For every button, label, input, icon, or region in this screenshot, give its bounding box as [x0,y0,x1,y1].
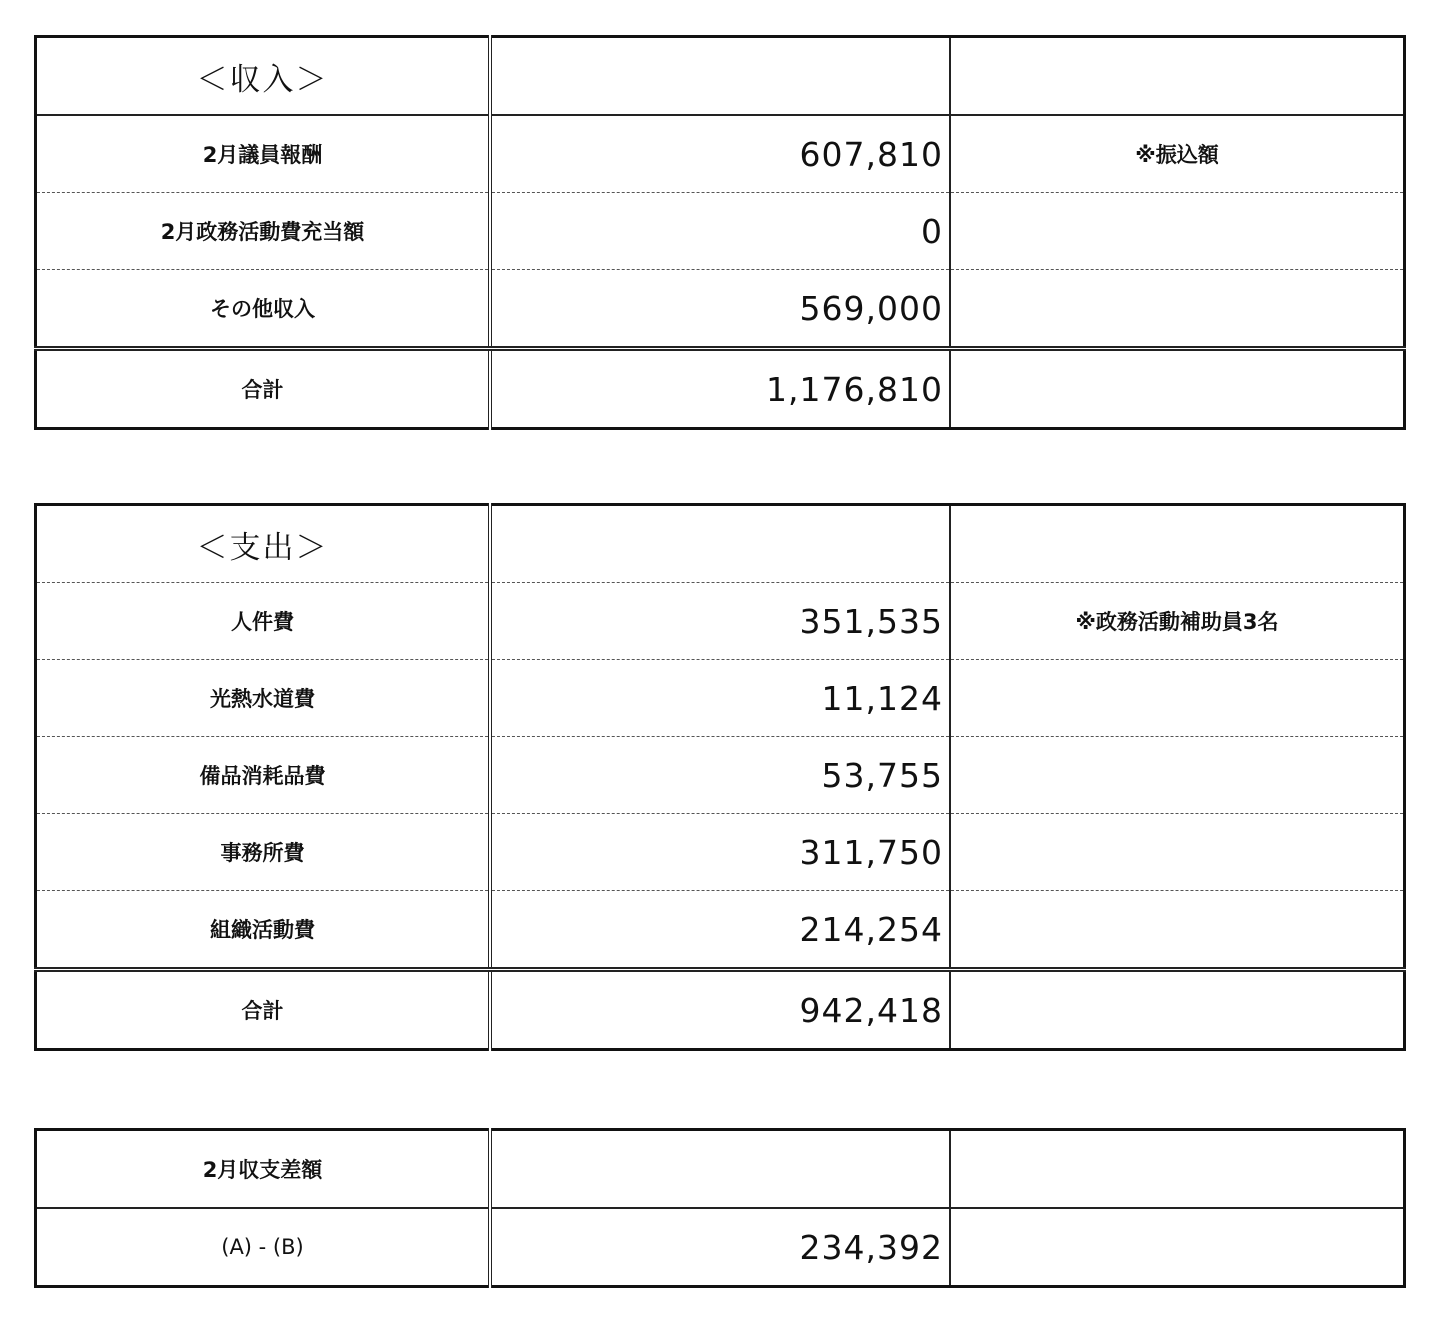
expense-row-amount: 214,254 [490,891,950,970]
expense-total-amount: 942,418 [490,970,950,1050]
income-row-amount: 0 [490,193,950,270]
expense-row-note [950,814,1405,891]
income-table [34,35,1406,430]
income-header-amount-cell [490,37,950,116]
income-total-note [950,349,1405,429]
expense-row-note: ※政務活動補助員3名 [950,583,1405,660]
income-row-label: 2月政務活動費充当額 [36,193,491,270]
expense-row-amount: 351,535 [490,583,950,660]
income-row [36,270,1405,349]
balance-amount: 234,392 [490,1208,950,1287]
expense-total-row [36,970,1405,1050]
expense-row-note [950,660,1405,737]
expense-total-label: 合計 [36,970,491,1050]
expense-row-amount: 53,755 [490,737,950,814]
expense-row-label: 人件費 [36,583,491,660]
expense-header-note-cell [950,505,1405,583]
income-total-label: 合計 [36,349,491,429]
expense-row [36,583,1405,660]
expense-row [36,814,1405,891]
income-row-note [950,270,1405,349]
income-row [36,193,1405,270]
income-row-note [950,193,1405,270]
income-heading: ＜収入＞ [36,37,491,116]
expense-row-label: 組織活動費 [36,891,491,970]
expense-row-amount: 11,124 [490,660,950,737]
expense-heading: ＜支出＞ [36,505,491,583]
expense-total-note [950,970,1405,1050]
income-header-row [36,37,1405,116]
expense-header-row [36,505,1405,583]
income-row-label: 2月議員報酬 [36,115,491,193]
expense-row [36,660,1405,737]
balance-table [34,1128,1406,1288]
income-row [36,115,1405,193]
expense-row [36,891,1405,970]
balance-header-amount-cell [490,1130,950,1209]
income-total-row [36,349,1405,429]
income-row-amount: 569,000 [490,270,950,349]
balance-row [36,1208,1405,1287]
balance-note-cell [950,1208,1405,1287]
income-row-note: ※振込額 [950,115,1405,193]
balance-label: 2月収支差額 [36,1130,491,1209]
income-row-amount: 607,810 [490,115,950,193]
balance-header-note-cell [950,1130,1405,1209]
expense-row-label: 事務所費 [36,814,491,891]
income-row-label: その他収入 [36,270,491,349]
income-total-amount: 1,176,810 [490,349,950,429]
balance-header-row [36,1130,1405,1209]
expense-row-note [950,891,1405,970]
expense-header-amount-cell [490,505,950,583]
expense-row [36,737,1405,814]
expense-row-label: 備品消耗品費 [36,737,491,814]
income-header-note-cell [950,37,1405,116]
balance-formula-label: (A) - (B) [36,1208,491,1287]
expense-row-label: 光熱水道費 [36,660,491,737]
expense-table [34,503,1406,1051]
expense-row-note [950,737,1405,814]
expense-row-amount: 311,750 [490,814,950,891]
